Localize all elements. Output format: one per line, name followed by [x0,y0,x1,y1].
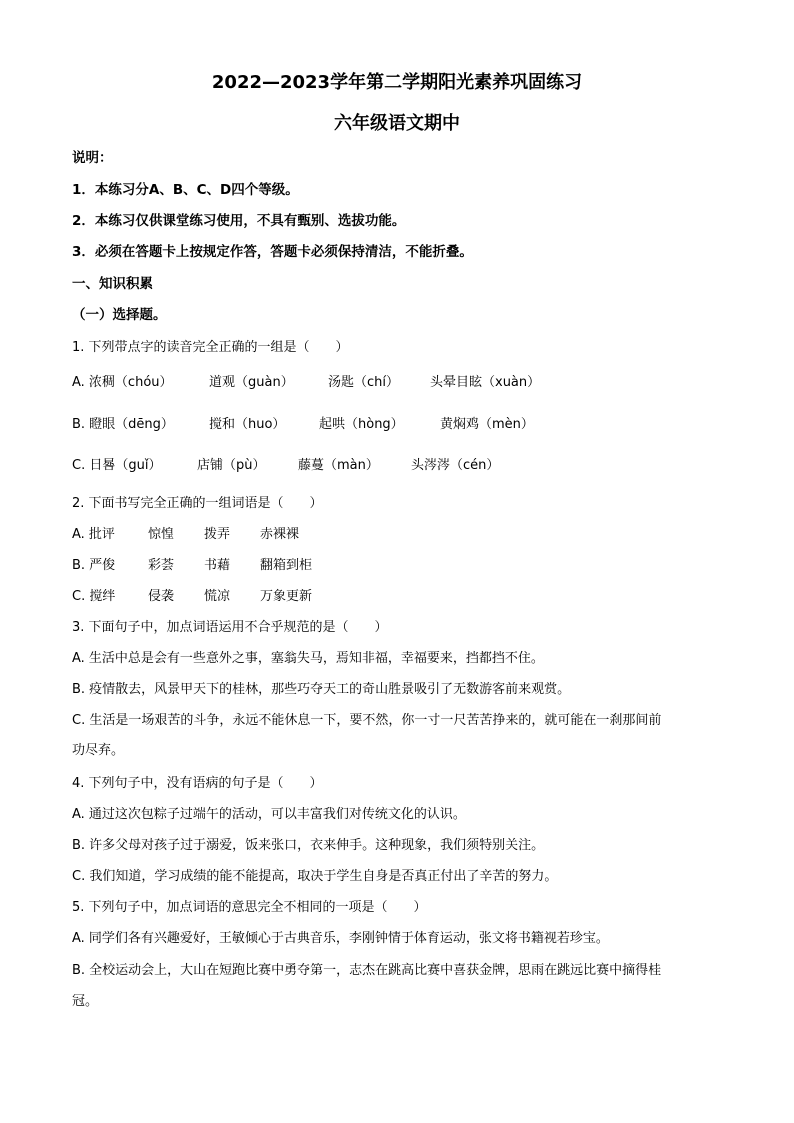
section-heading: 一、知识积累 [72,276,153,292]
option-b-item: 搅和（huo） [209,417,286,432]
option-b: B. 许多父母对孩子过于溺爱，饭来张口，衣来伸手。这种现象，我们须特别关注。 [72,838,545,853]
instructions-heading: 说明： [72,150,113,166]
option-a-item: A. 浓稠（chóu） [72,375,173,390]
option-c-item: 藤蔓（màn） [298,458,379,473]
option-a-item: 惊惶 [148,527,175,542]
option-c-item: C. 搅绊 [72,589,116,604]
question-stem: 5. 下列句子中，加点词语的意思完全不相同的一项是（ ） [72,900,427,915]
option-b-item: 黄焖鸡（mèn） [440,417,534,432]
option-c-item: 万象更新 [260,589,313,604]
option-c: C. 生活是一场艰苦的斗争，永远不能休息一下，要不然，你一寸一尺苦苦挣来的，就可能在一刹那间前 [72,713,662,728]
option-a: A. 同学们各有兴趣爱好，王敏倾心于古典音乐，李刚钟情于体育运动，张文将书籍视若珍宝。 [72,931,609,946]
option-c-item: C. 日晷（guǐ） [72,458,162,473]
option-c-item: 店铺（pù） [197,458,266,473]
instruction-item: 2．本练习仅供课堂练习使用，不具有甄别、选拔功能。 [72,213,406,229]
option-b-continued: 冠。 [72,994,99,1009]
option-a-item: 道观（guàn） [209,375,294,390]
option-b-item: 彩荟 [148,558,175,573]
option-b-item: 翻箱到柜 [260,558,313,573]
exam-title: 2022—2023学年第二学期阳光素养巩固练习 [211,72,583,93]
option-a-item: 汤匙（chí） [328,375,399,390]
option-b-item: B. 瞪眼（dēng） [72,417,174,432]
option-a-item: 头晕目眩（xuàn） [430,375,541,390]
option-a-item: 拨弄 [204,527,231,542]
option-b-item: B. 严俊 [72,558,116,573]
option-b: B. 全校运动会上，大山在短跑比赛中勇夺第一，志杰在跳高比赛中喜获金牌，思雨在跳远比赛中摘得桂 [72,963,662,978]
option-c-continued: 功尽弃。 [72,743,125,758]
question-stem: 2. 下面书写完全正确的一组词语是（ ） [72,496,323,511]
option-c-item: 侵袭 [148,589,175,604]
instruction-item: 1．本练习分A、B、C、D四个等级。 [72,182,299,198]
question-stem: 3. 下面句子中，加点词语运用不合乎规范的是（ ） [72,620,388,635]
option-a: A. 通过这次包粽子过端午的活动，可以丰富我们对传统文化的认识。 [72,807,466,822]
option-a-item: 赤裸裸 [260,527,300,542]
instruction-item: 3．必须在答题卡上按规定作答，答题卡必须保持清洁，不能折叠。 [72,244,473,260]
option-c-item: 头涔涔（cén） [411,458,500,473]
option-c-item: 慌凉 [204,589,231,604]
option-b-item: 起哄（hòng） [319,417,404,432]
question-stem: 4. 下列句子中，没有语病的句子是（ ） [72,776,323,791]
section-subheading: （一）选择题。 [72,307,167,323]
option-c: C. 我们知道，学习成绩的能不能提高，取决于学生自身是否真正付出了辛苦的努力。 [72,869,558,884]
option-a-item: A. 批评 [72,527,115,542]
question-stem: 1. 下列带点字的读音完全正确的一组是（ ） [72,340,349,355]
option-a: A. 生活中总是会有一些意外之事，塞翁失马，焉知非福，幸福要来，挡都挡不住。 [72,651,544,666]
option-b-item: 书藉 [204,558,231,573]
exam-subtitle: 六年级语文期中 [334,113,460,134]
option-b: B. 疫情散去，风景甲天下的桂林，那些巧夺天工的奇山胜景吸引了无数游客前来观赏。 [72,682,571,697]
